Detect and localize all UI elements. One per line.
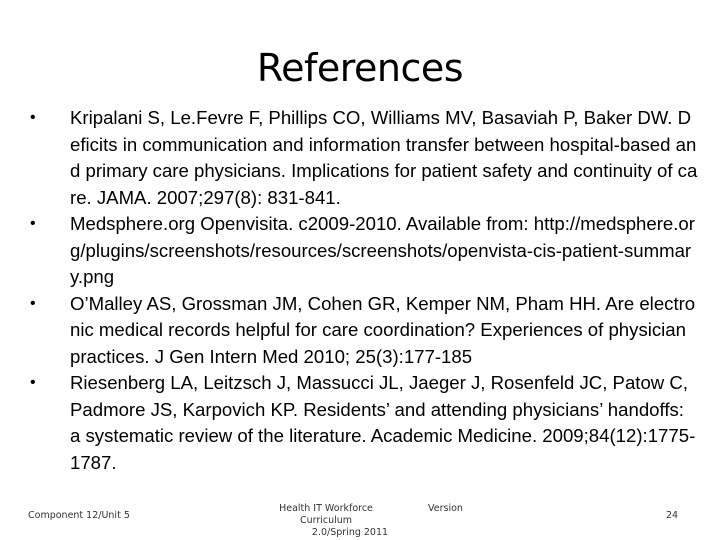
slide-title: References [256, 46, 464, 90]
reference-item [28, 370, 698, 476]
page-number: 24 [666, 510, 679, 521]
reference-text: O’Malley AS, Grossman JM, Cohen GR, Kemper NM, Pham HH. Are electronic medical records helpful for care coordination? Experiences of physician practices. J Gen Intern Med 2010; 25(3):177-185 [70, 292, 696, 367]
reference-item [28, 291, 698, 371]
reference-text: Kripalani S, Le.Fevre F, Phillips CO, Williams MV, Basaviah P, Baker DW. Deficits in communication and information transfer between hospital-based and primary care physicians. Implications for patient safety and continuity of care. JAMA. 2007;297(8): 831-841. [70, 107, 698, 208]
footer-curriculum-line1: Health IT Workforce Curriculum [279, 503, 373, 526]
reference-item [28, 211, 698, 291]
footer-curriculum [256, 503, 396, 539]
footer-component: Component 12/Unit 5 [28, 510, 130, 521]
reference-text: Riesenberg LA, Leitzsch J, Massucci JL, Jaeger J, Rosenfeld JC, Patow C, Padmore JS, Karpovich KP. Residents’ and attending physicians’ handoffs: a systematic review of the literature. Academic Medicine. 2009;84(12):1775-1787. [70, 372, 696, 473]
bullet-icon: • [30, 374, 36, 391]
footer-curriculum-line2: 2.0/Spring 2011 [311, 527, 389, 538]
bullet-icon: • [30, 294, 36, 312]
footer-version: Version [428, 503, 463, 514]
reference-text: Medsphere.org Openvisita. c2009-2010. Available from: http://medsphere.org/plugins/screenshots/resources/screenshots/openvista-cis-patient-summary.png [70, 213, 695, 287]
bullet-icon: • [30, 109, 36, 126]
reference-list [28, 105, 698, 476]
reference-item [28, 105, 698, 211]
bullet-icon: • [30, 215, 36, 232]
